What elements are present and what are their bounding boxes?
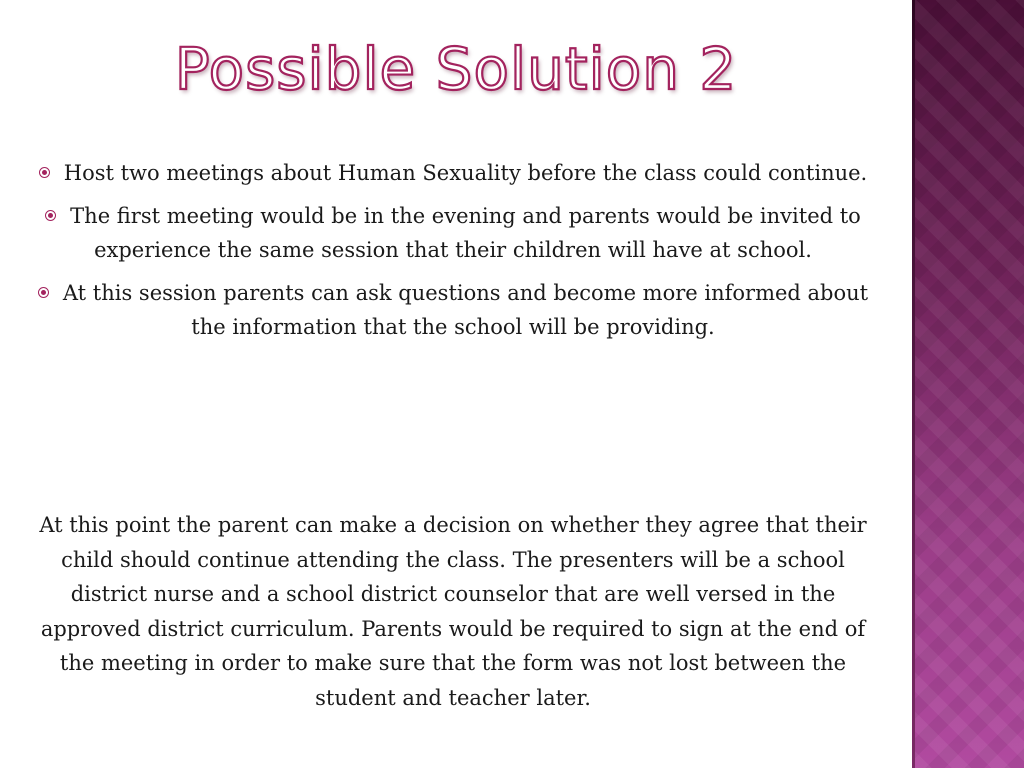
bullet-item: [30, 199, 876, 268]
decorative-side-band: [912, 0, 1024, 768]
bullet-text: Host two meetings about Human Sexuality before the class could continue.: [63, 161, 868, 185]
bullet-item: [30, 276, 876, 345]
slide-title: Possible Solution 2: [174, 35, 738, 103]
bullet-item: [30, 156, 876, 191]
circle-dot-icon: [39, 167, 50, 178]
circle-dot-icon: [38, 287, 49, 298]
bullet-text: The first meeting would be in the evening and parents would be invited to experience the same session that their children will have at school.: [70, 203, 861, 262]
circle-dot-icon: [45, 210, 56, 221]
slide-content: [30, 156, 876, 353]
bullet-list: [30, 156, 876, 345]
bullet-text: At this session parents can ask questions and become more informed about the information that the school will be providing.: [62, 280, 869, 339]
body-paragraph: At this point the parent can make a decision on whether they agree that their child should continue attending the class. The presenters will be a school district nurse and a school district counselor that are well versed in the approved district curriculum. Parents would be required to sign at the end of the meeting in order to make sure that the form was not lost between the student and teacher later.: [39, 513, 867, 710]
